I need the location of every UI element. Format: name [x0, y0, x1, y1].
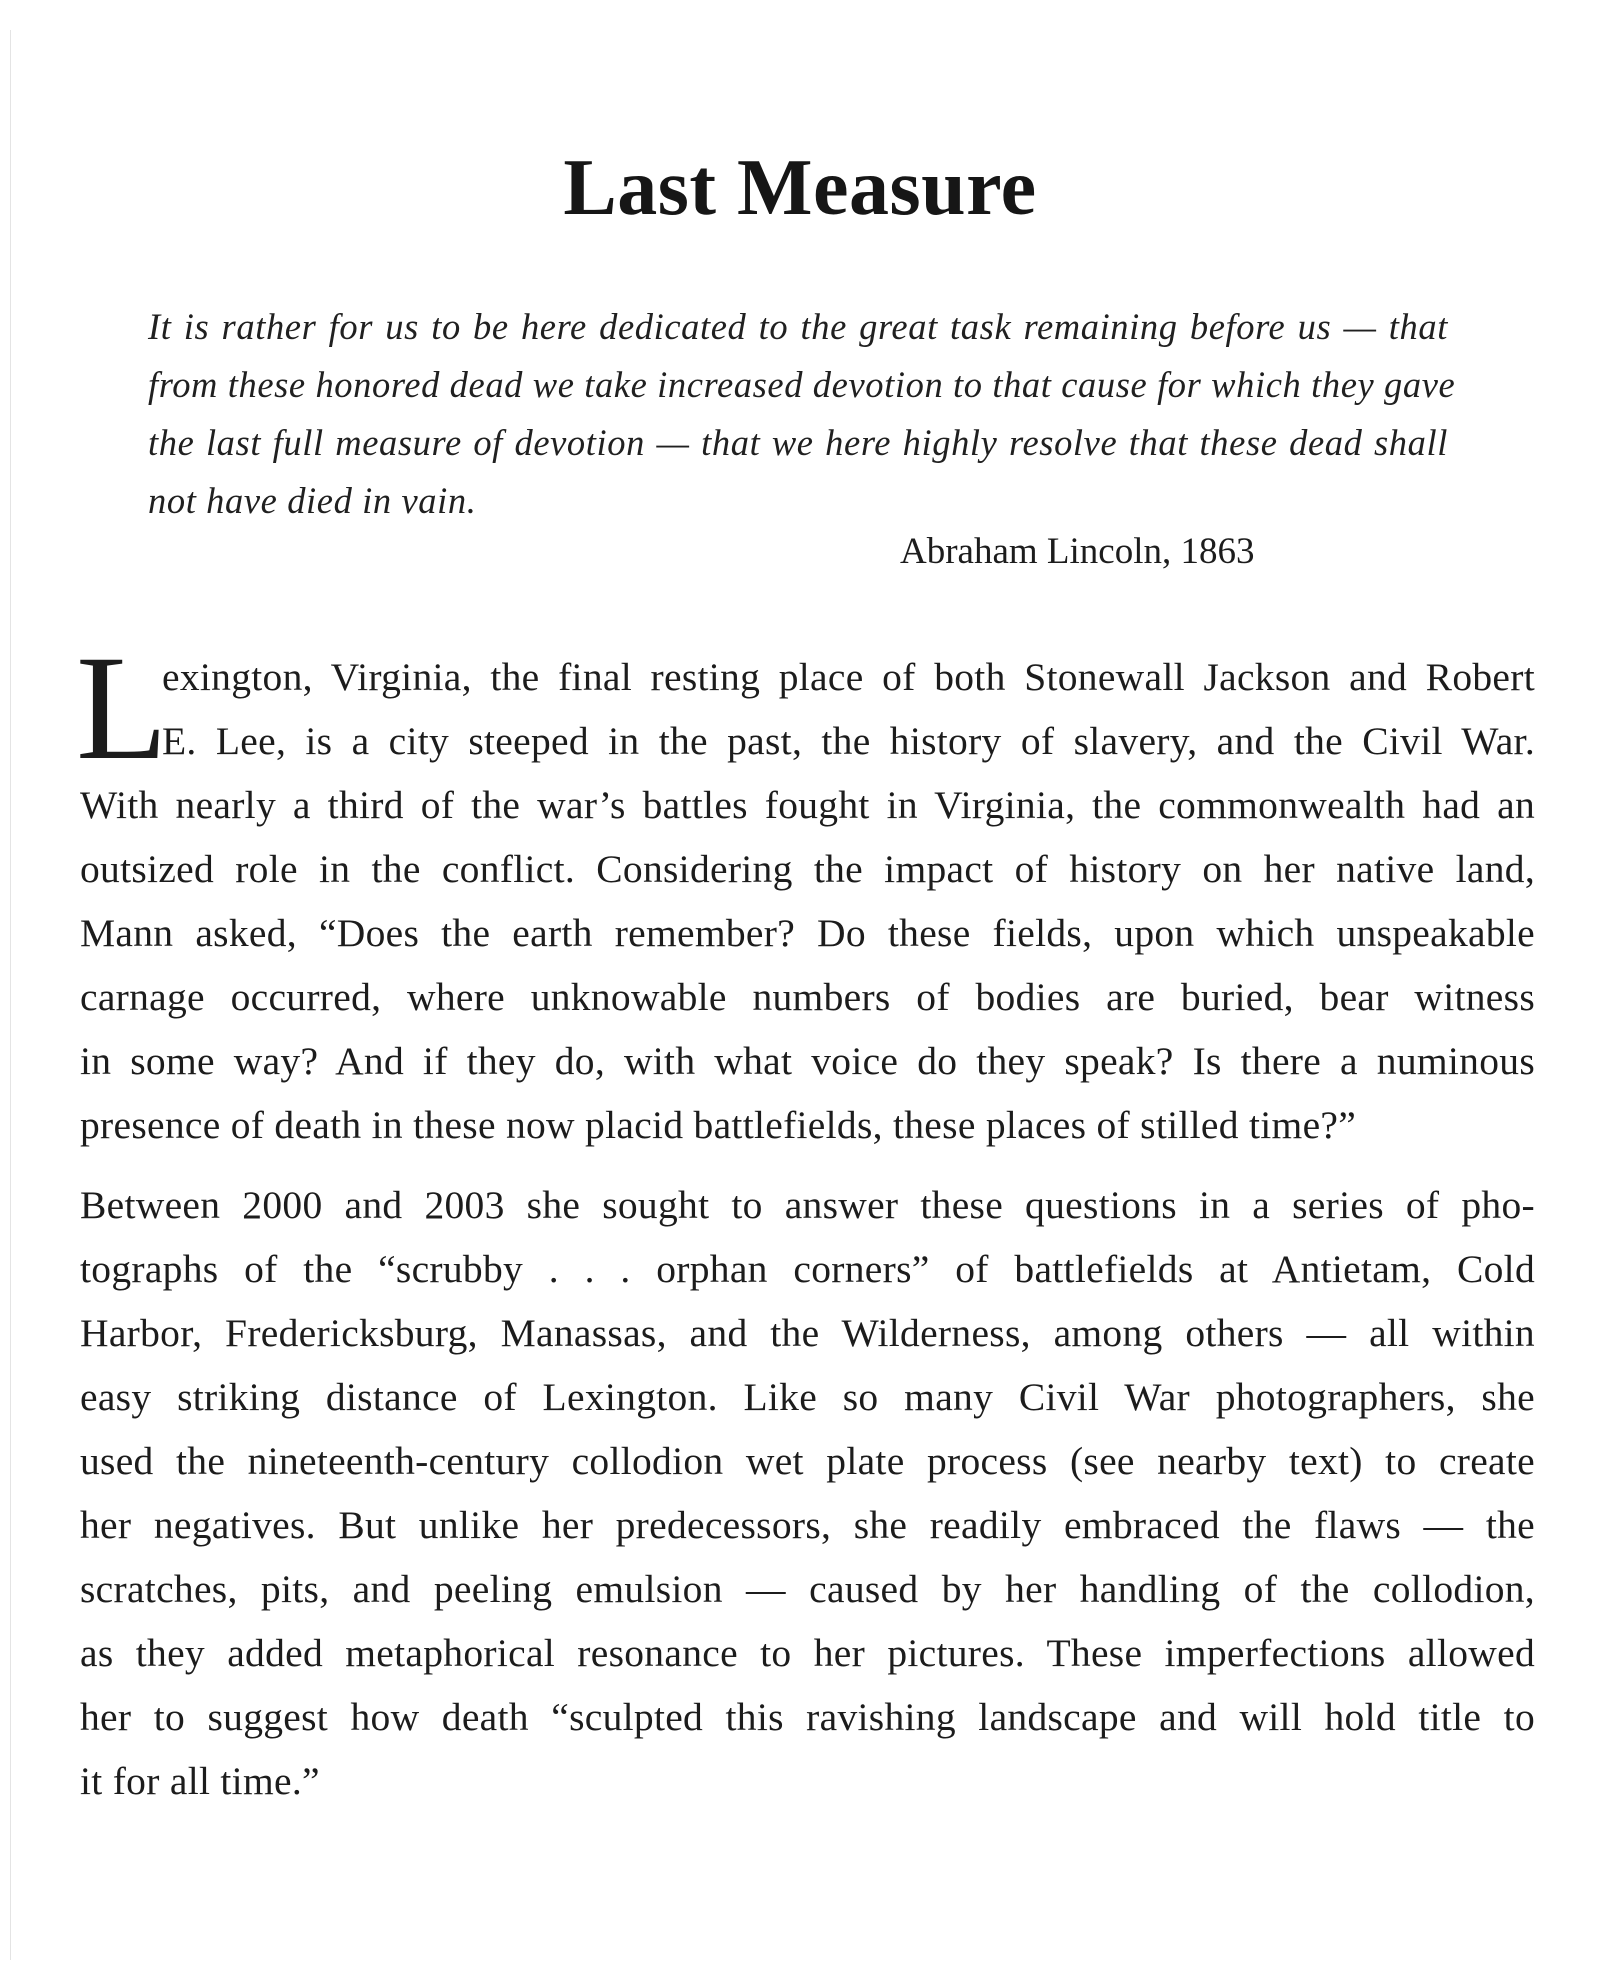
- paragraph-line: easy striking distance of Lexington. Like so many Civil War photographers, she: [80, 1375, 1535, 1419]
- paragraph-line: Harbor, Fredericksburg, Manassas, and the Wilderness, among others — all within: [80, 1311, 1535, 1355]
- paragraph-line: carnage occurred, where unknowable numbers of bodies are buried, bear witness: [80, 975, 1535, 1019]
- drop-cap: L: [76, 625, 168, 791]
- paragraph-line: as they added metaphorical resonance to her pictures. These imperfections allowed: [80, 1631, 1535, 1675]
- paragraph-line: exington, Virginia, the final resting place of both Stonewall Jackson and Robert: [162, 655, 1535, 699]
- paragraph-line: presence of death in these now placid battlefields, these places of stilled time?”: [80, 1103, 1357, 1147]
- paragraph-line: her negatives. But unlike her predecessors, she readily embraced the flaws — the: [80, 1503, 1535, 1547]
- paragraph-line: Between 2000 and 2003 she sought to answer these questions in a series of pho-: [80, 1183, 1535, 1227]
- paragraph-line: Mann asked, “Does the earth remember? Do these fields, upon which unspeakable: [80, 911, 1535, 955]
- epigraph-line: not have died in vain.: [148, 480, 477, 521]
- paragraph-line: in some way? And if they do, with what voice do they speak? Is there a numinous: [80, 1039, 1535, 1083]
- page-title: Last Measure: [563, 144, 1037, 232]
- epigraph-line: from these honored dead we take increased devotion to that cause for which they gave: [148, 364, 1456, 405]
- body-paragraph-1: [80, 645, 1535, 1157]
- paragraph-line: it for all time.”: [80, 1759, 320, 1803]
- scan-edge-line: [10, 30, 11, 1960]
- epigraph-line: the last full measure of devotion — that we here highly resolve that these dead shall: [148, 422, 1448, 463]
- epigraph-line: It is rather for us to be here dedicated to the great task remaining before us — that: [148, 306, 1448, 347]
- paragraph-line: used the nineteenth-century collodion wet plate process (see nearby text) to create: [80, 1439, 1535, 1483]
- body-paragraph-2: [80, 1173, 1535, 1813]
- paragraph-line: her to suggest how death “sculpted this ravishing landscape and will hold title to: [80, 1695, 1535, 1739]
- paragraph-line: outsized role in the conflict. Considering the impact of history on her native land,: [80, 847, 1535, 891]
- paragraph-line: tographs of the “scrubby . . . orphan corners” of battlefields at Antietam, Cold: [80, 1247, 1535, 1291]
- paragraph-line: scratches, pits, and peeling emulsion — caused by her handling of the collodion,: [80, 1567, 1535, 1611]
- epigraph-quote: [148, 298, 1456, 530]
- epigraph-attribution: Abraham Lincoln, 1863: [900, 531, 1255, 572]
- paragraph-line: E. Lee, is a city steeped in the past, the history of slavery, and the Civil War.: [162, 719, 1535, 763]
- paragraph-line: With nearly a third of the war’s battles fought in Virginia, the commonwealth had an: [80, 783, 1535, 827]
